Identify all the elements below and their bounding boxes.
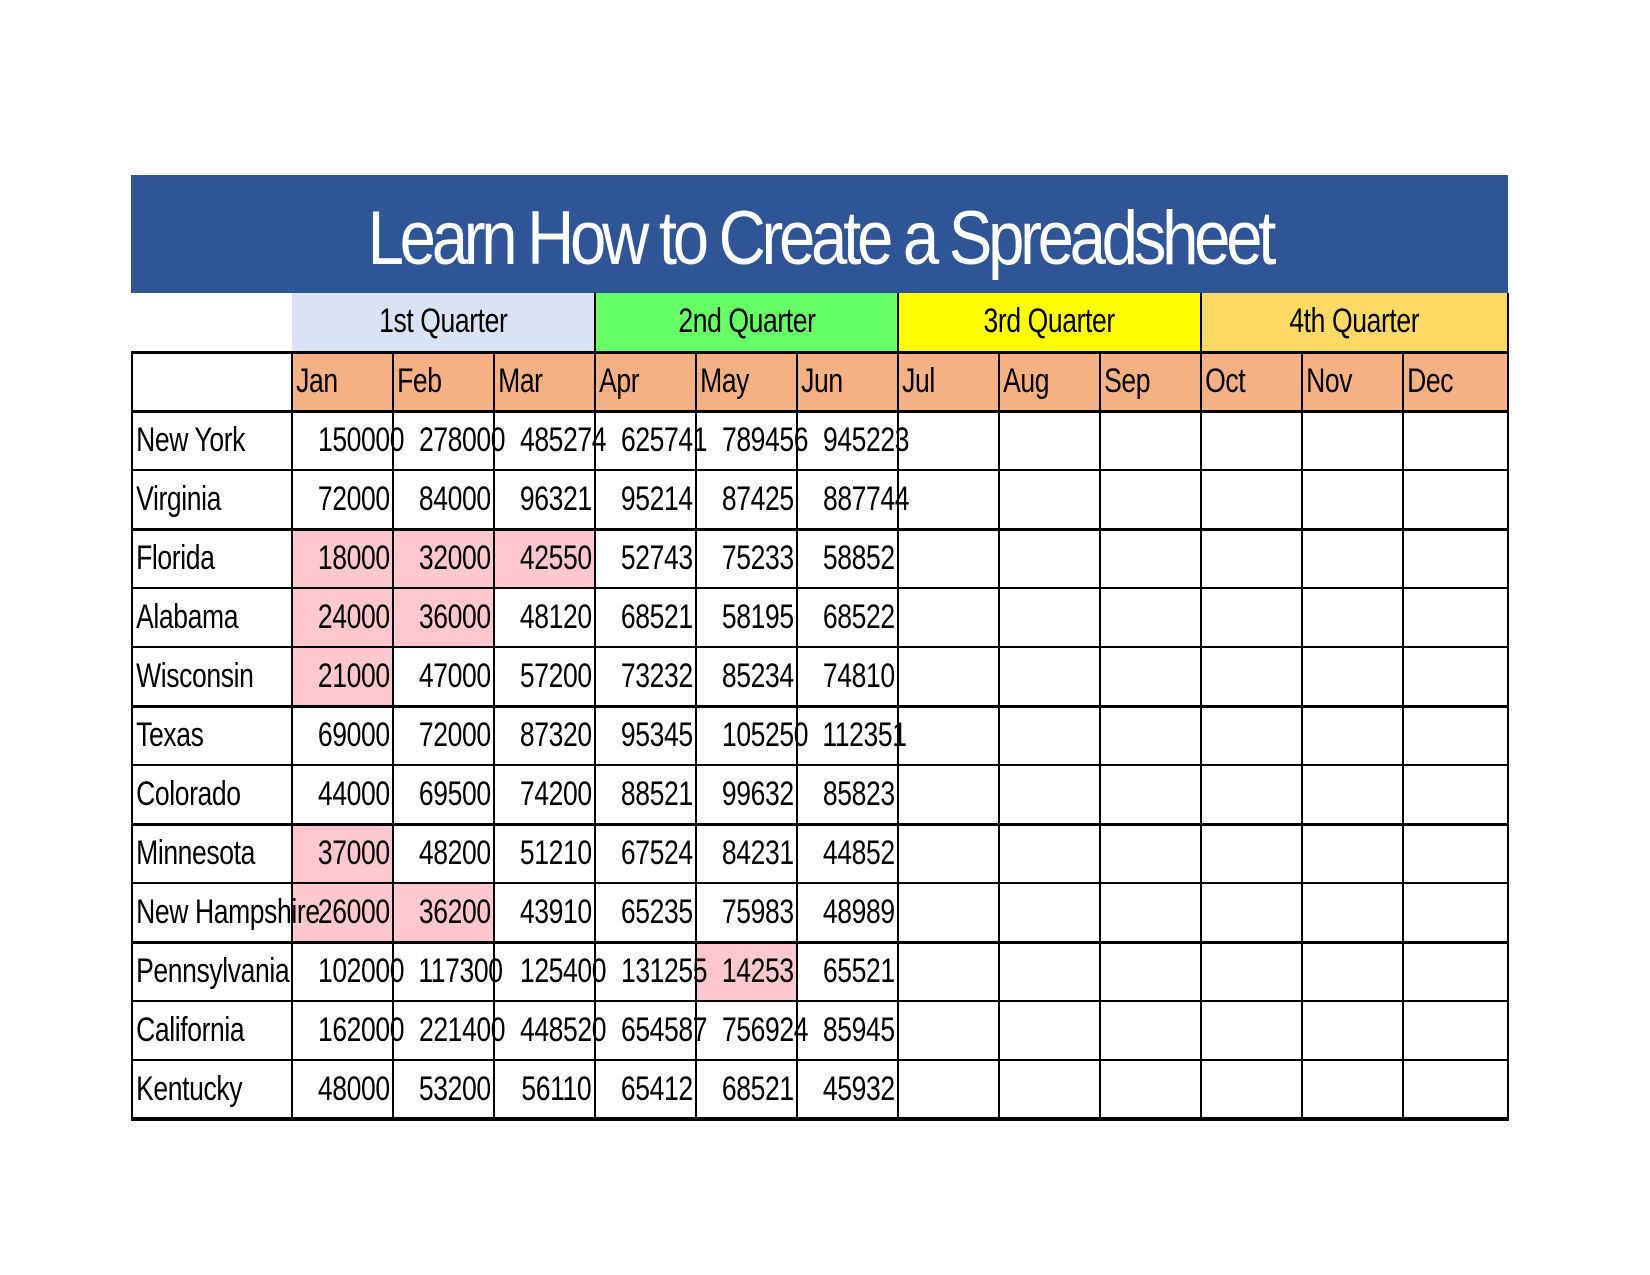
value-cell[interactable] — [1201, 706, 1302, 765]
value-cell[interactable] — [898, 765, 999, 824]
value-cell[interactable] — [696, 1001, 809, 1060]
value-cell[interactable] — [494, 942, 607, 1001]
month-label: Apr — [599, 362, 640, 400]
value-cell[interactable] — [898, 647, 999, 706]
value-cell[interactable] — [393, 647, 494, 706]
cell-value: 69000 — [317, 716, 390, 755]
month-label: Feb — [397, 362, 442, 400]
value-cell[interactable] — [898, 706, 999, 765]
value-cell[interactable] — [595, 824, 696, 883]
table-row — [132, 647, 1508, 706]
value-cell[interactable] — [292, 529, 393, 588]
value-cell[interactable] — [393, 470, 494, 529]
cell-value: 85234 — [721, 656, 794, 695]
cell-value: 36200 — [418, 892, 491, 931]
cell-value: 45932 — [822, 1069, 895, 1108]
value-cell[interactable] — [898, 942, 999, 1001]
value-cell[interactable] — [797, 942, 898, 1001]
cell-value: 24000 — [317, 598, 390, 636]
cell-value: 58852 — [822, 539, 895, 578]
value-cell[interactable] — [1403, 942, 1508, 1001]
sheet-title-bar — [131, 175, 1508, 293]
value-cell[interactable] — [494, 1001, 607, 1060]
value-cell[interactable] — [797, 529, 898, 588]
cell-value: 73232 — [620, 656, 693, 695]
cell-value: 37000 — [317, 834, 390, 873]
cell-value: 96321 — [519, 479, 592, 518]
cell-value: 52743 — [620, 539, 693, 578]
value-cell[interactable] — [1201, 942, 1302, 1001]
value-cell[interactable] — [494, 529, 595, 588]
state-name: New Hampshire — [136, 892, 320, 931]
value-cell[interactable] — [696, 470, 797, 529]
cell-value: 44852 — [822, 834, 895, 873]
cell-value: 112351 — [822, 716, 907, 755]
data-table — [131, 293, 1509, 1121]
cell-value: 68522 — [822, 598, 895, 636]
state-name: Colorado — [136, 774, 241, 813]
cell-value: 74810 — [822, 656, 895, 695]
value-cell[interactable] — [494, 883, 595, 942]
value-cell[interactable] — [1100, 1060, 1201, 1119]
cell-value: 221400 — [418, 1011, 506, 1049]
value-cell[interactable] — [696, 883, 797, 942]
month-label: Jul — [902, 362, 935, 400]
value-cell[interactable] — [595, 1060, 696, 1119]
cell-value: 53200 — [418, 1069, 491, 1108]
value-cell[interactable] — [898, 1060, 999, 1119]
value-cell[interactable] — [999, 706, 1100, 765]
month-header-apr[interactable] — [595, 352, 696, 411]
state-cell[interactable] — [132, 942, 292, 1001]
value-cell[interactable] — [1201, 824, 1302, 883]
value-cell[interactable] — [696, 765, 797, 824]
value-cell[interactable] — [696, 942, 797, 1001]
value-cell[interactable] — [999, 529, 1100, 588]
cell-value: 74200 — [519, 774, 592, 813]
value-cell[interactable] — [1302, 706, 1403, 765]
month-header-jan[interactable] — [292, 352, 393, 411]
cell-value: 125400 — [519, 952, 607, 991]
table-row — [132, 470, 1508, 529]
value-cell[interactable] — [999, 942, 1100, 1001]
cell-value: 32000 — [418, 539, 491, 578]
state-name: New York — [136, 421, 246, 460]
value-cell[interactable] — [898, 529, 999, 588]
value-cell[interactable] — [1100, 942, 1201, 1001]
cell-value: 69500 — [418, 774, 491, 813]
state-cell[interactable] — [132, 706, 292, 765]
cell-value: 65412 — [620, 1069, 693, 1108]
state-cell[interactable] — [132, 647, 292, 706]
quarter-header-3[interactable] — [898, 293, 1201, 352]
value-cell[interactable] — [797, 411, 910, 470]
cell-value: 26000 — [317, 892, 390, 931]
value-cell[interactable] — [898, 470, 999, 529]
quarter-label: 2nd Quarter — [677, 302, 816, 341]
cell-value: 75233 — [721, 539, 794, 578]
value-cell[interactable] — [1201, 765, 1302, 824]
value-cell[interactable] — [999, 883, 1100, 942]
cell-value: 65235 — [620, 892, 693, 931]
value-cell[interactable] — [1403, 1060, 1508, 1119]
state-name: Wisconsin — [136, 656, 254, 695]
month-header-dec[interactable] — [1403, 352, 1508, 411]
value-cell[interactable] — [595, 942, 708, 1001]
value-cell[interactable] — [292, 706, 393, 765]
value-cell[interactable] — [797, 883, 898, 942]
value-cell[interactable] — [1100, 647, 1201, 706]
cell-value: 72000 — [317, 479, 390, 518]
cell-value: 654587 — [620, 1011, 708, 1049]
value-cell[interactable] — [898, 588, 999, 647]
month-header-mar[interactable] — [494, 352, 595, 411]
cell-value: 87320 — [519, 716, 592, 755]
value-cell[interactable] — [1302, 942, 1403, 1001]
month-label: Jan — [296, 362, 338, 400]
state-name: Minnesota — [136, 834, 255, 873]
cell-value: 72000 — [418, 716, 491, 755]
value-cell[interactable] — [494, 706, 595, 765]
month-header-oct[interactable] — [1201, 352, 1302, 411]
cell-value: 58195 — [721, 598, 794, 636]
value-cell[interactable] — [292, 1060, 393, 1119]
value-cell[interactable] — [292, 647, 393, 706]
value-cell[interactable] — [1403, 529, 1508, 588]
cell-value: 945223 — [822, 421, 910, 460]
quarter-label: 1st Quarter — [378, 302, 508, 341]
value-cell[interactable] — [999, 765, 1100, 824]
cell-value: 21000 — [317, 656, 390, 695]
table-row — [132, 588, 1508, 647]
month-header-row — [132, 352, 1508, 411]
month-header-feb[interactable] — [393, 352, 494, 411]
month-header-sep[interactable] — [1100, 352, 1201, 411]
cell-value: 150000 — [317, 421, 405, 460]
value-cell[interactable] — [1201, 1060, 1302, 1119]
state-cell[interactable] — [132, 588, 292, 647]
cell-value: 18000 — [317, 539, 390, 578]
state-name: Virginia — [136, 479, 221, 518]
value-cell[interactable] — [393, 824, 494, 883]
value-cell[interactable] — [1201, 411, 1302, 470]
table-row — [132, 411, 1508, 470]
state-cell[interactable] — [132, 883, 320, 942]
corner-cell[interactable] — [132, 293, 292, 352]
cell-value: 56110 — [521, 1069, 592, 1108]
state-name: California — [136, 1011, 245, 1049]
value-cell[interactable] — [1201, 883, 1302, 942]
cell-value: 485274 — [519, 421, 607, 460]
value-cell[interactable] — [595, 1001, 708, 1060]
cell-value: 57200 — [519, 656, 592, 695]
value-cell[interactable] — [393, 588, 494, 647]
value-cell[interactable] — [696, 647, 797, 706]
quarter-header-row — [132, 293, 1508, 352]
cell-value: 47000 — [418, 656, 491, 695]
month-label: Oct — [1205, 362, 1246, 400]
cell-value: 14253 — [721, 952, 794, 991]
value-cell[interactable] — [1201, 529, 1302, 588]
value-cell[interactable] — [797, 1060, 898, 1119]
value-cell[interactable] — [595, 588, 696, 647]
value-cell[interactable] — [393, 942, 503, 1001]
value-cell[interactable] — [1302, 824, 1403, 883]
value-cell[interactable] — [393, 765, 494, 824]
cell-value: 48200 — [418, 834, 491, 873]
value-cell[interactable] — [1302, 765, 1403, 824]
value-cell[interactable] — [393, 706, 494, 765]
value-cell[interactable] — [595, 765, 696, 824]
state-cell[interactable] — [132, 529, 292, 588]
table-row — [132, 706, 1508, 765]
value-cell[interactable] — [1403, 411, 1508, 470]
value-cell[interactable] — [797, 647, 898, 706]
value-cell[interactable] — [393, 411, 506, 470]
cell-value: 84000 — [418, 479, 491, 518]
value-cell[interactable] — [999, 470, 1100, 529]
cell-value: 162000 — [317, 1011, 405, 1049]
value-cell[interactable] — [1302, 411, 1403, 470]
value-cell[interactable] — [494, 588, 595, 647]
table-row — [132, 1001, 1508, 1060]
cell-value: 68521 — [721, 1069, 794, 1108]
value-cell[interactable] — [1403, 647, 1508, 706]
cell-value: 887744 — [822, 479, 910, 518]
value-cell[interactable] — [1302, 1001, 1403, 1060]
month-header-nov[interactable] — [1302, 352, 1403, 411]
value-cell[interactable] — [797, 1001, 898, 1060]
table-row — [132, 765, 1508, 824]
month-label: Mar — [498, 362, 543, 400]
cell-value: 84231 — [721, 834, 794, 873]
value-cell[interactable] — [696, 824, 797, 883]
value-cell[interactable] — [1201, 1001, 1302, 1060]
value-cell[interactable] — [898, 411, 999, 470]
value-cell[interactable] — [292, 765, 393, 824]
state-cell[interactable] — [132, 1001, 292, 1060]
value-cell[interactable] — [1201, 647, 1302, 706]
state-cell[interactable] — [132, 470, 292, 529]
value-cell[interactable] — [696, 1060, 797, 1119]
state-name: Florida — [136, 539, 215, 578]
value-cell[interactable] — [1100, 883, 1201, 942]
cell-value: 67524 — [620, 834, 693, 873]
month-label: Sep — [1104, 362, 1151, 400]
value-cell[interactable] — [1403, 765, 1508, 824]
table-row — [132, 942, 1508, 1001]
value-cell[interactable] — [494, 765, 595, 824]
state-name: Alabama — [136, 598, 239, 636]
value-cell[interactable] — [595, 470, 696, 529]
value-cell[interactable] — [1100, 824, 1201, 883]
value-cell[interactable] — [292, 470, 393, 529]
value-cell[interactable] — [696, 529, 797, 588]
state-cell[interactable] — [132, 765, 292, 824]
value-cell[interactable] — [393, 883, 494, 942]
cell-value: 87425 — [721, 479, 794, 518]
value-cell[interactable] — [1403, 1001, 1508, 1060]
value-cell[interactable] — [696, 706, 809, 765]
cell-value: 99632 — [721, 774, 794, 813]
value-cell[interactable] — [1302, 883, 1403, 942]
value-cell[interactable] — [292, 1001, 405, 1060]
value-cell[interactable] — [999, 588, 1100, 647]
value-cell[interactable] — [393, 1001, 506, 1060]
quarter-header-1[interactable] — [292, 293, 595, 352]
cell-value: 102000 — [317, 952, 405, 991]
cell-value: 756924 — [721, 1011, 809, 1049]
value-cell[interactable] — [1302, 1060, 1403, 1119]
value-cell[interactable] — [1403, 588, 1508, 647]
month-label: Dec — [1407, 362, 1454, 400]
cell-value: 278000 — [418, 421, 506, 460]
cell-value: 68521 — [620, 598, 693, 636]
month-label: May — [700, 362, 750, 400]
cell-value: 42550 — [519, 539, 592, 578]
state-cell[interactable] — [132, 411, 292, 470]
value-cell[interactable] — [494, 411, 607, 470]
state-cell[interactable] — [132, 824, 292, 883]
month-label: Aug — [1003, 362, 1050, 400]
value-cell[interactable] — [999, 411, 1100, 470]
value-cell[interactable] — [1100, 706, 1201, 765]
month-header-aug[interactable] — [999, 352, 1100, 411]
month-label: Jun — [801, 362, 843, 400]
month-header-jul[interactable] — [898, 352, 999, 411]
value-cell[interactable] — [797, 588, 898, 647]
cell-value: 43910 — [519, 892, 592, 931]
cell-value: 789456 — [721, 421, 809, 460]
month-header-may[interactable] — [696, 352, 797, 411]
cell-value: 75983 — [721, 892, 794, 931]
value-cell[interactable] — [1403, 470, 1508, 529]
value-cell[interactable] — [696, 411, 809, 470]
value-cell[interactable] — [1100, 411, 1201, 470]
value-cell[interactable] — [1100, 765, 1201, 824]
value-cell[interactable] — [292, 824, 393, 883]
value-cell[interactable] — [1100, 529, 1201, 588]
state-name: Texas — [136, 716, 204, 755]
value-cell[interactable] — [999, 1001, 1100, 1060]
value-cell[interactable] — [1302, 470, 1403, 529]
value-cell[interactable] — [1403, 883, 1508, 942]
cell-value: 85823 — [822, 774, 895, 813]
value-cell[interactable] — [393, 529, 494, 588]
state-name: Kentucky — [136, 1069, 243, 1108]
sheet-title: Learn How to Create a Spreadsheet — [367, 195, 1272, 281]
value-cell[interactable] — [595, 883, 696, 942]
cell-value: 48000 — [317, 1069, 390, 1108]
value-cell[interactable] — [1302, 529, 1403, 588]
value-cell[interactable] — [595, 529, 696, 588]
cell-value: 51210 — [519, 834, 592, 873]
month-label: Nov — [1306, 362, 1353, 400]
value-cell[interactable] — [595, 411, 708, 470]
cell-value: 36000 — [418, 598, 491, 636]
cell-value: 448520 — [519, 1011, 607, 1049]
value-cell[interactable] — [292, 411, 405, 470]
cell-value: 88521 — [620, 774, 693, 813]
value-cell[interactable] — [292, 942, 405, 1001]
table-row — [132, 529, 1508, 588]
quarter-header-2[interactable] — [595, 293, 898, 352]
value-cell[interactable] — [797, 824, 898, 883]
value-cell[interactable] — [999, 824, 1100, 883]
cell-value: 44000 — [317, 774, 390, 813]
month-header-jun[interactable] — [797, 352, 898, 411]
cell-value: 65521 — [822, 952, 895, 991]
value-cell[interactable] — [292, 588, 393, 647]
value-cell[interactable] — [696, 588, 797, 647]
cell-value: 95214 — [620, 479, 693, 518]
quarter-label: 3rd Quarter — [983, 302, 1116, 341]
quarter-header-4[interactable] — [1201, 293, 1508, 352]
value-cell[interactable] — [898, 824, 999, 883]
value-cell[interactable] — [393, 1060, 494, 1119]
value-cell[interactable] — [1403, 824, 1508, 883]
value-cell[interactable] — [1100, 470, 1201, 529]
spreadsheet — [131, 175, 1508, 1121]
value-cell[interactable] — [797, 765, 898, 824]
value-cell[interactable] — [494, 470, 595, 529]
value-cell[interactable] — [1201, 588, 1302, 647]
value-cell[interactable] — [1302, 647, 1403, 706]
table-row — [132, 883, 1508, 942]
value-cell[interactable] — [494, 824, 595, 883]
table-row — [132, 824, 1508, 883]
value-cell[interactable] — [898, 1001, 999, 1060]
cell-value: 95345 — [620, 716, 693, 755]
quarter-label: 4th Quarter — [1289, 302, 1420, 341]
value-cell[interactable] — [797, 470, 910, 529]
cell-value: 105250 — [721, 716, 809, 755]
state-header-cell[interactable] — [132, 352, 292, 411]
value-cell[interactable] — [898, 883, 999, 942]
state-name: Pennsylvania — [136, 952, 290, 991]
state-cell[interactable] — [132, 1060, 292, 1119]
value-cell[interactable] — [1201, 470, 1302, 529]
value-cell[interactable] — [595, 647, 696, 706]
value-cell[interactable] — [1403, 706, 1508, 765]
value-cell[interactable] — [595, 706, 696, 765]
value-cell[interactable] — [494, 647, 595, 706]
cell-value: 131255 — [620, 952, 708, 991]
cell-value: 85945 — [822, 1011, 895, 1049]
value-cell[interactable] — [999, 1060, 1100, 1119]
value-cell[interactable] — [1100, 588, 1201, 647]
value-cell[interactable] — [797, 706, 907, 765]
value-cell[interactable] — [494, 1060, 595, 1119]
cell-value: 48989 — [822, 892, 895, 931]
value-cell[interactable] — [1302, 588, 1403, 647]
table-row — [132, 1060, 1508, 1119]
value-cell[interactable] — [999, 647, 1100, 706]
cell-value: 625741 — [620, 421, 708, 460]
value-cell[interactable] — [1100, 1001, 1201, 1060]
cell-value: 117300 — [418, 952, 503, 991]
cell-value: 48120 — [519, 598, 592, 636]
